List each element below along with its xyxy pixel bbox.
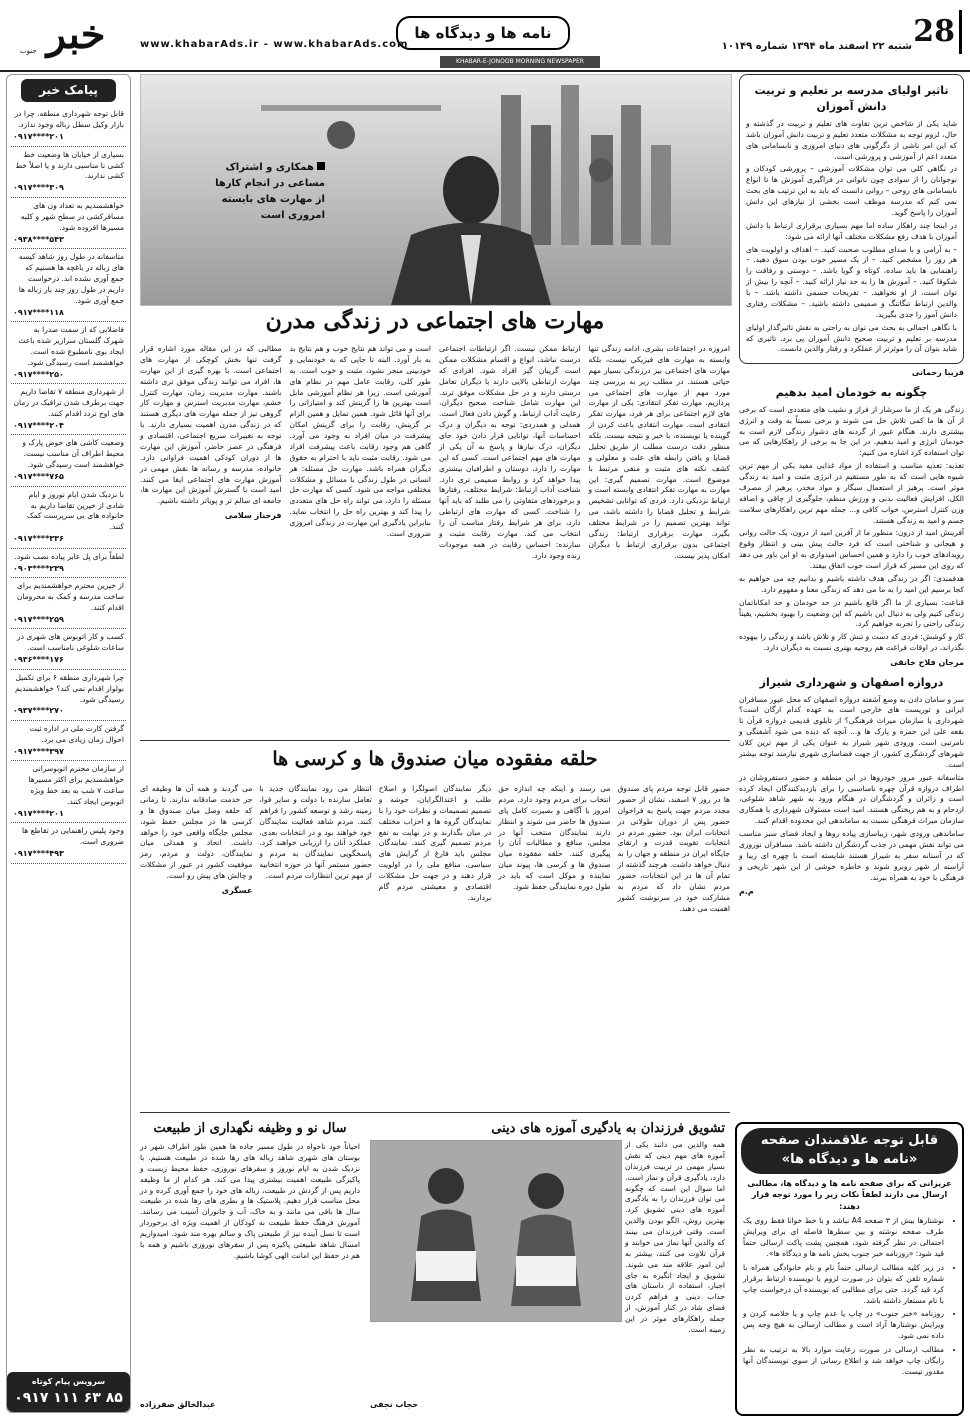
main-col-1	[589, 344, 731, 739]
election-col-4	[259, 784, 371, 1104]
sms-text: از خیرین محترم خواهشمندیم برای ساخت مدرسه و کمک به محرومان اقدام کنند.	[16, 581, 124, 612]
article-school-title: تاثیر اولیای مدرسه بر تعلیم و تربیت دانش آموزان	[754, 84, 949, 113]
article-hope-p2: تغذیه: تغذیه مناسب و استفاده از مواد غذایی مفید یکی از مهم ترین شیوه هایی است که به طور مستقیم در انرژی مثبت و امید به زندگی موثر است. پرهیز از استعمال سیگار و مواد مخدر، پرهیز از مصرف الکل، افزایش فعالیت بدنی و ورزش منظم، جلوگیری از چاقی و اضافه وزن کنترل استرس، خواب کافی و... جمله مهم ترین راهکارهای سلامت جسم و امید به زندگی هستند.	[739, 461, 964, 525]
sms-number: ۰۹۳۶****۱۷۶	[13, 655, 64, 665]
nature-article-title: سال نو و وظیفه نگهداری از طبیعت	[153, 1121, 347, 1136]
main-article-title: مهارت های اجتماعی در زندگی مدرن	[265, 308, 605, 334]
section-title: نامه ها و دیدگاه ها	[396, 16, 570, 50]
sms-text: از شهرداری منطقه ۷ تقاضا داریم جهت برطرف شدن ترافیک در زمان های اوج تردد اقدام کنند.	[13, 387, 124, 418]
sms-service-box	[7, 1372, 130, 1412]
divider	[140, 1112, 730, 1113]
article-hope-p4: هدفمندی: اگر در زندگی هدف داشته باشیم و بدانیم چه می خواهیم به کجا برسیم این امید را به ما می دهد که زندگی معنا و مفهوم دارد.	[739, 573, 964, 594]
sms-item	[11, 435, 126, 486]
sms-number: ۰۹۱۷****۴۹۳	[13, 849, 64, 859]
nature-article-body	[140, 1142, 360, 1392]
sms-item	[11, 721, 126, 761]
sms-text: گرفتن کارت ملی در اداره ثبت احوال زمان زیادی می برد.	[29, 724, 124, 744]
main-col-4	[140, 344, 282, 739]
main-col-1-text: امروزه در اجتماعات بشری، ادامه زندگی تنها وابسته به مهارت های فیزیکی نیست، بلکه مهارت های اجتماعی نیز درزندگی بسیار مهم حیاتی هستند. در مطلب زیر به بررسی چند مورد مهم از مهارت های اجتماعی می پردازیم. مهارت تفکر انتقادی: یکی از مهارت های لازم اجتماعی برای هر فرد، مهارت تفکر انتقادی است. مهارت انتقادی باعث کردن از گوینده یا نویسنده، با خبر و نتیجه نیست. بلکه منظور دقت درست مطلب از طریق تحلیل قضایا و یافتن رابطه های علت و معلولی و کشف نکته های مثبت و منفی مرتبط با موضوع است. مهارت تصمیم گیری: این مهارت به مهارت تفکر انتقادی وابسته است و ارتباط نزدیکی دارد. فردی که توانایی تشخیص شرایط و تحلیل قضایا را داشته باشد، می تواند بهترین تصمیم را در شرایط مختلف بگیرد. مهارت برقراری ارتباط: زندگی اجتماعی بدون برقراری ارتباط با دیگران امکان پذیر نیست.	[588, 344, 730, 560]
main-col-2	[439, 344, 581, 739]
sms-item	[11, 147, 126, 198]
notice-item: • در زیر کلیه مطالب ارسالی حتماً نام و نام خانوادگی همراه با شماره تلفن که بتوان در صورت لزوم با نویسنده ارتباط برقرار کرد قید گردد. حتی برای مطالبی که نویسنده آن درخواست چاپ با نام مستعار داشته باشد.	[743, 1263, 944, 1307]
nature-article-text: احیاناً خود ناخواه در طول مسیر جاده ها همین طور اطراف شهر در بوستان های شهری شاهد زباله های رها شده در طبیعت هستیم. با نزدیک شدن به ایام نوروز و سفرهای نوروزی، حفظ محیط زیست و پاکیزگی طبیعت اهمیت بیشتری پیدا می کند. هر کدام از ما وظیفه داریم پس از گردش در طبیعت، زباله های خود را جمع آوری کرده و در محل مناسب قرار دهیم. پلاستیک ها و بطری های رها شده در طبیعت سال ها باقی می مانند و به خاک، آب و جانوران آسیب می رسانند. آموزش فرهنگ حفظ طبیعت به کودکان از اهمیت ویژه ای برخوردار است تا نسل آینده نیز از طبیعتی پاک و سالم بهره مند شود. امیدواریم امسال شاهد طبیعتی پاکیزه پس از سفرهای نوروزی باشیم و همه با هم در حفظ این امانت الهی کوشا باشیم.	[140, 1142, 360, 1260]
page-number: 28	[913, 10, 962, 54]
notice-intro: عزیزانی که برای صفحه نامه ها و دیدگاه ها، مطالبی ارسال می دارند لطفاً نکات زیر را مورد توجه قرار دهند:	[747, 1178, 952, 1211]
main-article-body	[140, 344, 730, 739]
children-reading-image	[370, 1140, 622, 1322]
sms-item	[11, 670, 126, 721]
election-article-body	[140, 784, 730, 1104]
notice-header	[741, 1128, 958, 1174]
article-gate-p1: سر و سامان دادن به وضع آشفته دروازه اصفهان که محل عبور مسافران ایرانی و توریست های خارجی است به عهده کدام ارگان است؟ شهرداری یا سازمان میراث فرهنگی؟ از تابلوی قدیمی دروازه قرآن تا بقعه علی ابن حمزه و پارک ها و... آنچه که دیده می شود آشفتگی و نامرتبی است. ورودی شهر شیراز به عنوان یکی از مهم ترین کلان شهرهای گردشگری کشور، از جهت فضاسازی شهری نیازمند توجه بیشتر است.	[739, 694, 964, 769]
sms-item	[11, 578, 126, 629]
sms-item	[11, 106, 126, 146]
sms-text: قابل توجه شهرداری منطقه. چرا در بازار وکیل سطل زباله وجود ندارد.	[14, 109, 124, 130]
right-column	[739, 74, 964, 904]
article-school-p2: در نگاهی کلی می توان مشکلات آموزشی – پرورشی کودکان و نوجوانان را از سوادی چون ناتوانی در فراگیری آموزش ها تا انواع نابسامانی های روحی – روانی دانست که باید به این ترتیب های بحث نمی کنم که مدرسه موظف است بخشی از نیازهای این دانش آموزان را پاسخ گوید.	[746, 164, 957, 217]
nature-author: عبدالخالق صفرزاده	[140, 1400, 216, 1409]
religion-article-title: تشویق فرزندان به یادگیری آموزه های دینی	[491, 1121, 725, 1136]
sms-item	[11, 322, 126, 384]
sms-column	[6, 74, 131, 1413]
sms-text: بسیاری از خیابان ها وضعیت خط کشی نا مناسبی دارند و یا اصلاً خط کشی ندارند.	[15, 149, 124, 181]
sms-service-label: سرویس پیام کوتاه	[31, 1377, 106, 1387]
article-hope-body	[739, 405, 964, 654]
newspaper-logo: خبر	[46, 11, 106, 58]
sms-title: پیامک خبر	[21, 79, 116, 102]
main-col-4-text: مطالبی که در این مقاله مورد اشاره قرار گرفت تنها بخش کوچکی از مهارت های اجتماعی است. با بهره گیری از این مهارت ها، افراد می توانند زندگی موفق تری داشته باشند. مهارت مدیریت زمان، مهارت کنترل خشم، مهارت مدیریت استرس و مهارت کار گروهی نیز از جمله مهارت های دیگری هستند که در زندگی مدرن اهمیت بسیاری دارند. با توجه به تغییرات سریع اجتماعی، اقتصادی و فرهنگی در عصر حاضر، آموزش این مهارت ها از دوران کودکی اهمیت فراوانی دارد. خانواده، مدرسه و رسانه ها نقش مهمی در آموزش مهارت های اجتماعی ایفا می کنند. امید است با گسترش آموزش این مهارت ها، جامعه ای سالم تر و پویاتر داشته باشیم.	[140, 344, 282, 506]
sms-text: خواهشمندیم به تعداد ون های مسافرکشی در سطح شهر و کلیه مسیرها افزوده شود.	[20, 200, 124, 232]
notice-item: • مطالب ارسالی در صورت رعایت موارد بالا به ترتیب به نظر رایگان چاپ خواهد شد و اطلاع رسانی از سوی نویسندگان آنها مقدور نیست.	[743, 1345, 944, 1378]
sms-number: ۰۹۱۷****۱۱۸	[13, 307, 64, 317]
sms-text: وجود پلیس راهنمایی در تقاطع ها ضروری است.	[21, 826, 124, 847]
sms-number: ۰۹۱۷****۷۶۵	[13, 472, 64, 482]
article-hope-author: مرجان فلاح خانقی	[890, 658, 964, 668]
sms-service-number[interactable]: ۰۹۱۷ ۱۱۱ ۶۳ ۸۵	[14, 1389, 123, 1406]
sms-number: ۰۹۳۸****۵۴۳	[13, 234, 64, 244]
election-col-1	[618, 784, 730, 1104]
sms-text: با نزدیک شدن ایام نوروز و ایام شادی از خیرین تقاضا داریم به خانواده های بی سرپرست کمک کنند.	[26, 489, 124, 532]
notice-box	[735, 1122, 964, 1416]
sms-item	[11, 249, 126, 322]
article-school-box	[739, 74, 964, 364]
sms-number: ۰۹۱۷****۳۹۷	[13, 746, 64, 756]
religion-author: حجاب نجفی	[370, 1400, 418, 1409]
dateline: شنبه ۲۲ اسفند ماه ۱۳۹۴ شماره ۱۰۱۴۹	[721, 41, 912, 52]
sms-text: چرا شهرداری منطقه ۶ برای تکمیل بولوار اقدام نمی کند؟ خواهشمندیم رسیدگی شود.	[15, 672, 124, 704]
sms-text: لطفاً برای پل عابر پیاده نصب شود.	[14, 551, 124, 561]
election-col-2-text: می رسند و اینکه چه اندازه حق انتخاب برای مردم وجود دارد. مردم امروز با آگاهی و بصیرت کامل پای صندوق ها حاضر می شوند و انتظار دارند نمایندگان منتخب آنها در مجلس، منافع و مطالبات آنان را پیگیری کنند. حلقه مفقوده میان صندوق ها و کرسی ها، پیوند میان نماینده و موکل است که باید در طول دوره نمایندگی حفظ شود.	[498, 784, 611, 891]
main-col-3	[290, 344, 432, 739]
election-col-1-text: حضور قابل توجه مردم پای صندوق ها در روز ۷ اسفند، نشان از حضور مجدد مردم جهت پاسخ به فراخوان حضور پس از دوران طولانی در انتخابات ایران بود. حضور مردم در انتخابات تقویت قدرت و ارتقای جایگاه ایران در منطقه و جهان را به دنبال خواهد داشت. هرچند گذشته از تمام آن ها در این انتخابات، حضور مردم نشان داد که مردم به مشارکت خود در سرنوشت کشور اهمیت می دهند.	[617, 784, 730, 913]
article-hope-p1: زندگی هر یک از ما سرشار از فراز و نشیب های متعددی است که برخی از آن ها ما کمی تلاش حل می شوند و برخی نسبتاً به وقت و انرژی بیشتری دارند. هنگام عبور از گردنه های دشوار زندگی لازم است به خودمان انرژی و امید بدهیم. در این جا به برخی از راهکارهایی که می توان استفاده کرد اشاره می کنیم:	[739, 404, 964, 458]
election-col-5-text: می گردند و همه آن ها وظیفه ای جز خدمت صادقانه ندارند. تا زمانی که حلقه وصل میان صندوق ها و کرسی ها در مجلس حفظ شود، مجلس جایگاه واقعی خود را خواهد داشت. اتحاد و همدلی میان نمایندگان، دولت و مردم، رمز موفقیت کشور در عبور از مشکلات و چالش های پیش رو است.	[139, 784, 253, 880]
sms-number: ۰۹۱۷****۲۵۹	[13, 614, 64, 624]
article-gate-title: دروازه اصفهان و شهرداری شیراز	[759, 675, 944, 689]
english-ribbon: KHABAR-E-JONOOB MORNING NEWSPAPER	[440, 56, 600, 68]
sms-number: ۰۹۱۷****۳۳۶	[13, 534, 64, 544]
divider	[140, 740, 730, 741]
religion-article-text: همه والدین می دانند یکی از آموزه های مهم دینی که نقش بسیار مهمی در تربیت فرزندان دارد، یادگیری قرآن و نماز است. اما سوال این است که چگونه می توان فرزندان را به یادگیری آموزه های دینی تشویق کرد. بهترین روش، الگو بودن والدین است. وقتی فرزندان می بینند که والدین آنها نماز می خوانند و قرآن تلاوت می کنند، بیشتر به این امور علاقه مند می شوند. تشویق و ایجاد انگیزه به جای اجبار، استفاده از داستان های جذاب دینی و فراهم کردن فضای شاد در کنار آموزش، از جمله راهکارهای موثر در این زمینه است.	[625, 1140, 725, 1334]
logo-subtitle: جنوب	[20, 47, 37, 55]
election-col-3-text: دیگر نمایندگان اصولگرا و اصلاح طلب و اعتدالگرایان، جوشه و تصمیم تصمیمات و نظرات خود را با نمایندگان گروه ها و احزاب مختلف در میان بگذارند و در نهایت به نفع مردم تصمیم گیری کنند. نمایندگان مجلس باید فارغ از گرایش های سیاسی، منافع ملی را در اولویت قرار دهند و در جهت حل مشکلات اقتصادی و معیشتی مردم گام بردارند.	[378, 784, 492, 902]
sms-item	[11, 823, 126, 863]
election-col-3	[379, 784, 491, 1104]
sms-number: ۰۹۱۷****۲۰۱	[13, 808, 64, 818]
sms-number: ۰۹۰۳****۲۳۹	[13, 563, 64, 573]
sms-number: ۰۹۱۷****۲۰۱	[13, 132, 64, 142]
article-school-p1: شاید یکی از شاخص ترین تفاوت های تعلیم و تربیت در گذشته و حال، لزوم توجه به مشکلات متعدد تعلیم و تربیت دانش آموزان باشد که این امر ناشی از دگرگونی های دنیای امروزی و نابسامانی های متعدد اعم از آموزشی و پرورشی است.	[746, 118, 957, 161]
election-article-title: حلقه مفقوده میان صندوق ها و کرسی ها	[272, 748, 598, 770]
sms-list	[11, 106, 126, 1326]
notice-item: • روزنامه «خبر جنوب» در چاپ یا عدم چاپ و یا خلاصه کردن و ویرایش نوشتارها آزاد است و مطالب ارسالی به هیچ وجه پس داده نمی شود.	[743, 1309, 944, 1342]
sms-item	[11, 629, 126, 669]
main-col-2-text: ارتباط ممکن نیست. اگر ارتباطات اجتماعی درست نباشد، انواع و اقسام مشکلات ممکن است گریبان گیر افراد شود. افرادی که مهارت ارتباطی بالایی دارند با دیگران تعامل درستی دارند و در حل مشکلات موفق ترند. این مهارت شامل شناخت صحیح دیگران، رعایت آداب ارتباط، و گوش دادن فعال است. همدلی و همدردی: توجه به دیگران و درک احساسات آنها، توانایی قرار دادن خود جای دیگران، درک نیازها و پاسخ به آن یکی از مهارت های مهم اجتماعی است. کسی که این مهارت را دارد، دوستان و اطرافیان بیشتری پیدا خواهد کرد و روابط صمیمی تری دارد. شناخت آداب ارتباط: شرایط مختلف، رفتارها و برخوردهای متفاوتی را می طلبد که باید آنها را شناخت. کسی که مهارت های ارتباطی دارد، برای هر شرایط رفتار مناسب آن را انتخاب می کند. مهارت رقابت مثبت و سازنده: احساس رقابت در همه موجودات زنده وجود دارد.	[439, 344, 581, 560]
sms-item	[11, 761, 126, 823]
notice-item: • نوشتارها بیش از ۳ صفحه A4 نباشد و با خط خوانا فقط روی یک طرف صفحه نوشته و بین سطرها فاصله ای برای ویرایش احتمالی در نظر گرفته شود، همچنین پشت پاکت ارسالی حتماً قید شود: «روزنامه خبر جنوب بخش نامه ها و دیدگاه ها».	[743, 1216, 944, 1260]
article-school-list: – به آرامی و با صدای مطلوب صحبت کنید. – اهداف و اولویت های هر روز را مشخص کنید. – از یک مسیر خوب بودن سوق دهید. – راهنمایی ها باید ساده، کوتاه و گویا باشد. – دوستی و رفاقت را شکوفا کنید. – آموزش ها را به حد نیاز ارائه کنید. – آنچه را بیش از توان است، از او نخواهید. – تفریحات جسمی داشته باشد. – با والدین ارتباط تنگاتنگ و صمیمی داشته باشید. – مشکلات رفتاری دانش آموز را جدی بگیرید.	[746, 244, 957, 319]
image-caption	[205, 160, 325, 224]
election-col-4-text: انتظار می رود نمایندگان جدید با تعامل سازنده با دولت و سایر قوا، زمینه رشد و توسعه کشور را فراهم کنند. مردم شاهد فعالیت نمایندگان خود خواهند بود و در انتخابات بعدی، عملکرد آنان را ارزیابی خواهند کرد. پاسخگویی نمایندگان به مردم و حضور مستمر آنها در حوزه انتخابیه از مهم ترین انتظارات مردم است.	[259, 784, 372, 880]
notice-list	[743, 1216, 956, 1377]
religion-article-body	[625, 1140, 725, 1334]
sms-item	[11, 487, 126, 549]
main-col-3-text: است و می تواند هم نتایج خوب و هم نتایج بد به بار آورد. البته تا جایی که به خودنمایی و خودبینی منجر نشود، مثبت و خوب است. به طور کلی، رقابت عامل مهم در نظام های آموزشی است. زیرا هر نظام آموزشی مایل است بهترین ها را گزینش کند و امتیازاتی را برای آنها قائل شود. همین تمایل و همین الزام بر گزینش، رقابت را برای گزینش امکان پیشرفت در میان افراد به وجود می آورد. گاهی هم وجود رقابت باعث پیشرفت افراد می شود. رقابت مثبت باید با احترام به حقوق دیگران همراه باشد. مهارت حل مسئله: هر انسانی در طول زندگی با مسائل و مشکلات مختلفی مواجه می شود. کسی که مهارت حل مسئله را دارد، می تواند راه حل های متعددی را پیدا کند و بهترین راه حل را انتخاب نماید. بنابراین یادگیری این مهارت در زندگی امروزی ضروری است.	[289, 344, 431, 538]
site-url[interactable]: www.khabarAds.ir - www.khabarAds.com	[140, 39, 409, 50]
sms-text: فاضلابی که از سمت صدرا به شهرک گلستان سرازیر شده باعث ایجاد بوی نامطبوع شده است. خواهشمند است رسیدگی شود.	[18, 325, 124, 367]
caption-bullet-icon	[317, 162, 325, 170]
notice-title-2: «نامه ها و دیدگاه ها»	[781, 1151, 918, 1167]
article-hope-p3: آفرینش امید از درون: منظور ما از آفرین امید از درون، یک حالت روانی و هیجانی و شناختی است که فرد حالت پیش بینی و انتظار وقوع رویدادهای خوب را دارد و همین احساس امیدواری به او این باور می دهد که روی این مسیر که قرار است خوب اتفاق بیفتد.	[739, 528, 964, 571]
article-school-p4: با نگاهی اجمالی به بحث می توان به راحتی به نقش تاثیرگذار اولیای مدرسه بر تعلیم و تربیت صحیح دانش آموزان پی برد. تاثیری که شاید بتوان آن را موثرتر از عملکرد و رفتار والدین دانست.	[746, 322, 957, 354]
children-quran-illustration	[371, 1141, 621, 1321]
sms-item	[11, 198, 126, 249]
sms-number: ۰۹۳۷****۲۷۰	[13, 706, 64, 716]
election-col-2	[498, 784, 610, 1104]
main-author: فرحناز سلامی	[224, 511, 282, 521]
sms-item	[11, 384, 126, 435]
article-hope-p6: کار و کوشش: فردی که دست و تنش کار و تلاش باشد و زندگی را بیهوده نگذراند، در اوقات فراغت هم روحیه بهتری نسبت به دیگران دارد.	[739, 632, 964, 653]
sms-item	[11, 549, 126, 578]
sms-text: از سازمان محترم اتوبوسرانی خواهشمندیم برای اکثر مسیرها ساعت ۷ شب به بعد خط ویژه اتوبوس ایجاد کنند.	[28, 764, 124, 806]
election-author: عسگری	[221, 885, 253, 895]
article-hope-p5: قناعت: بسیاری از ما اگر قانع باشیم در حد خودمان و حد امکاناتمان زندگی کنیم ولی به دنبال این باشیم که این وضعیت را بهبود بخشیم، یقیناً زندگی راحتی را تجربه خواهیم کرد.	[739, 597, 964, 629]
notice-title-1: قابل توجه علاقمندان صفحه	[760, 1133, 939, 1148]
sms-text: وضعیت کاشی های حوض پارک و محیط اطراف آن مناسب نیست. خواهشمند است رسیدگی شود.	[22, 438, 124, 470]
article-hope-title: چگونه به خودمان امید بدهیم	[775, 385, 928, 399]
article-school-p3: در اینجا چند راهکار ساده اما مهم بسیاری برقراری ارتباط با دانش آموزان با هدف رفع مشکلات مختلف آنها ارائه می شود:	[746, 220, 957, 241]
article-gate-author: م.م	[739, 887, 754, 897]
article-gate-p3: ساماندهی ورودی شهر، زیباسازی پیاده روها و ایجاد فضای سبز مناسب می تواند نقش مهمی در جذب گردشگران داشته باشد. مسافران نوروزی که در آستانه سفر به شیراز هستند شایسته است با چهره ای زیبا و آراسته از شهر روبرو شوند و خاطره خوشی از این شهر تاریخی و فرهنگی با خود به همراه ببرند.	[739, 829, 964, 882]
sms-text: متاسفانه در طول روز شاهد کیسه های زباله در باغچه ها هستیم که جمع آوری نشده اند. درخواست داریم در طول روز چند بار زباله ها جمع آوری شود.	[18, 252, 124, 305]
sms-number: ۰۹۱۷****۲۰۴	[13, 420, 64, 430]
sms-text: کسب و کار اتوبوس های شهری در ساعات شلوغی نامناسب است.	[16, 632, 124, 653]
sms-number: ۰۹۱۷****۳۰۹	[13, 183, 64, 193]
article-gate-body	[739, 695, 964, 884]
election-col-5	[140, 784, 252, 1104]
article-gate-p2: متاسفانه عبور مرور خودروها در این منطقه و حضور دستفروشان در اطراف دروازه قرآن چهره نامناسبی را برای بازدیدکنندگان ایجاد کرده است و زائران و گردشگران در هنگام ورود به شهر شاهد شلوغی، ازدحام و به هم ریختگی هستند. امید است مسئولان شهرداری با همکاری سازمان میراث فرهنگی نسبت به ساماندهی این محدوده اقدام کنند.	[739, 772, 964, 826]
image-caption-text: همکاری و اشتراک مساعی در انجام کارها از مهارت های بایسته امروزی است	[215, 162, 325, 221]
article-school-author: فریبا رحمانی	[911, 368, 964, 378]
sms-number: ۰۹۱۷****۲۵۰	[13, 369, 64, 379]
